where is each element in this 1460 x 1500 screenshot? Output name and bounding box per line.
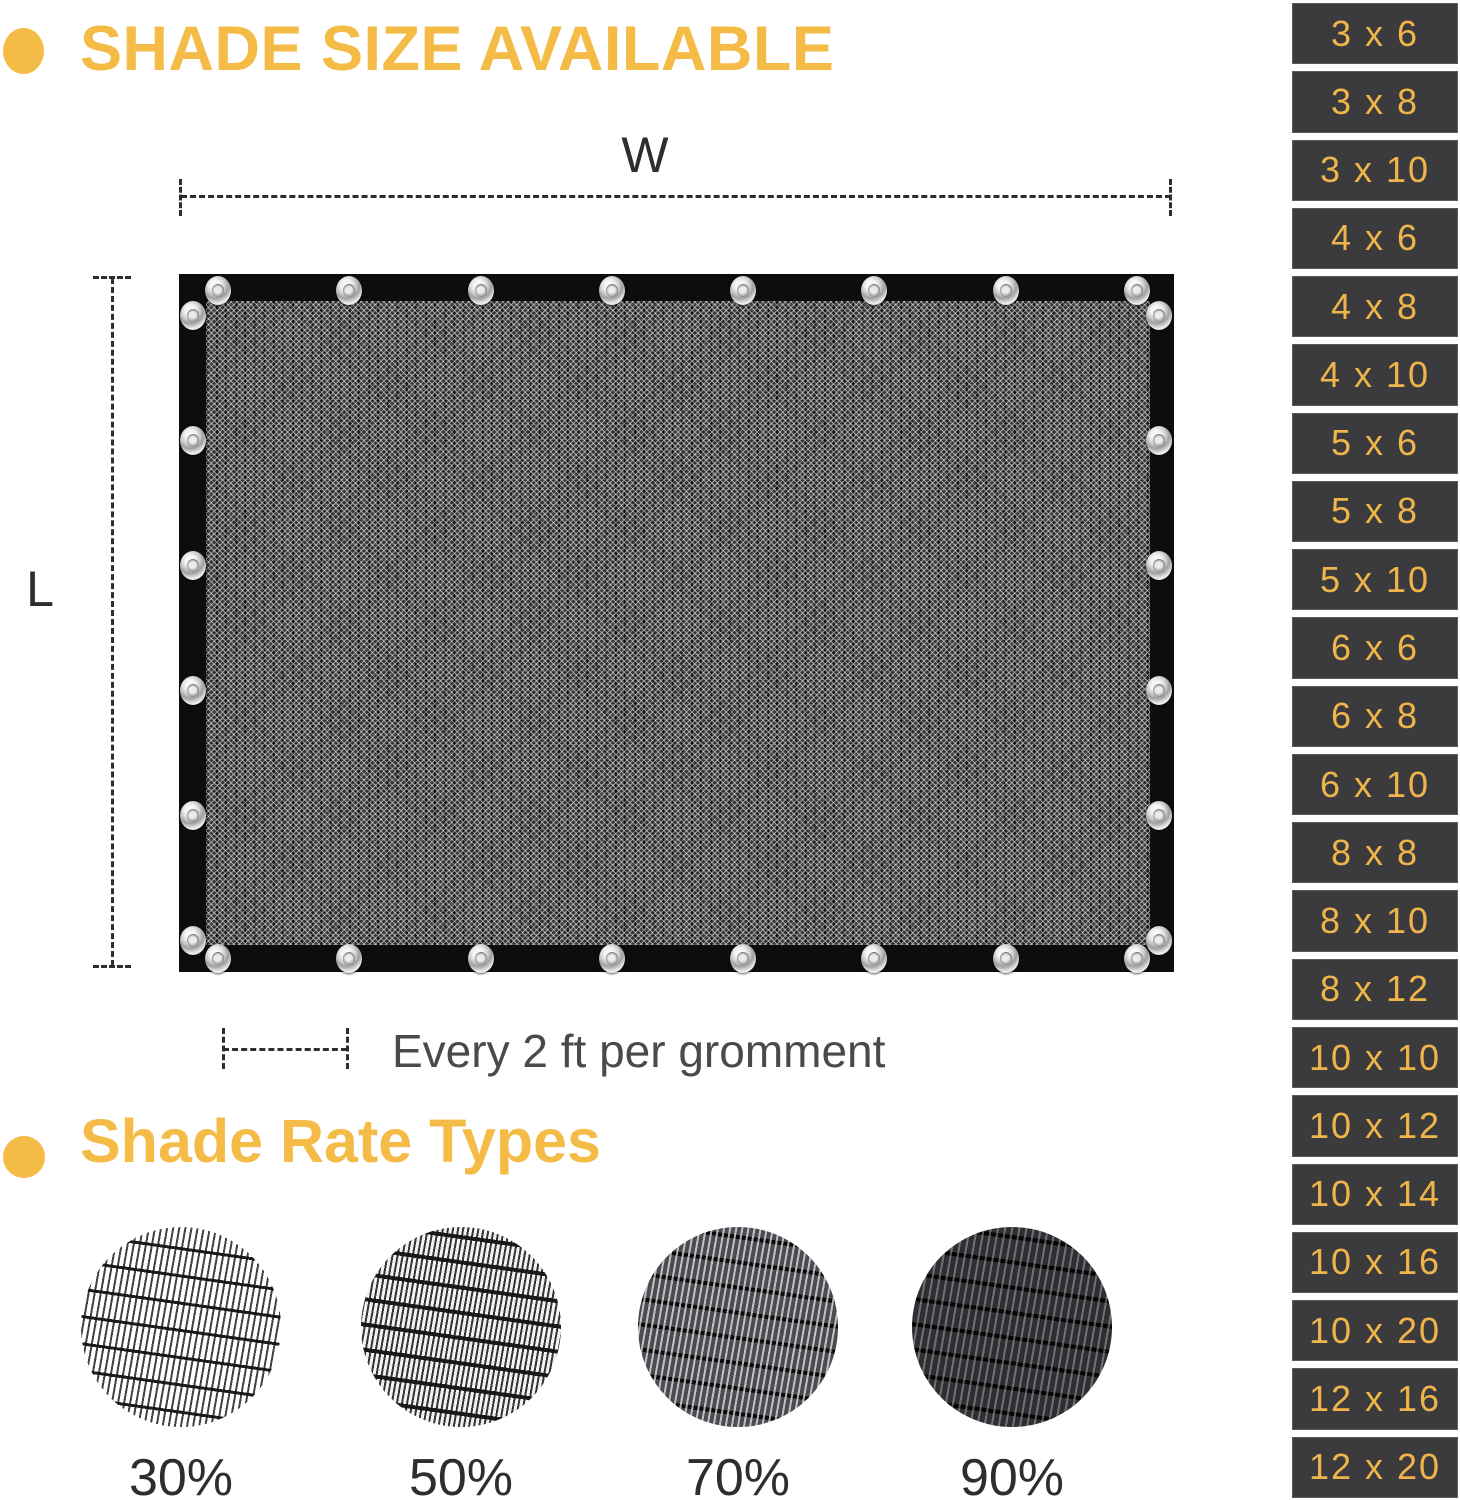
grommet-icon bbox=[861, 944, 887, 973]
size-badge: 6 x 10 bbox=[1292, 754, 1458, 815]
grommet-spacing-note: Every 2 ft per gromment bbox=[392, 1025, 886, 1077]
size-badge: 10 x 14 bbox=[1292, 1164, 1458, 1225]
grommet-icon bbox=[468, 944, 494, 973]
size-badge: 4 x 6 bbox=[1292, 208, 1458, 269]
shade-sample-label: 50% bbox=[408, 1449, 514, 1500]
section-title-shade-rate: Shade Rate Types bbox=[80, 1107, 601, 1175]
width-dimension-label: W bbox=[621, 127, 669, 183]
grommet-icon bbox=[1146, 426, 1172, 455]
size-badge: 10 x 12 bbox=[1292, 1095, 1458, 1156]
size-badge: 10 x 16 bbox=[1292, 1232, 1458, 1293]
grommet-icon bbox=[730, 944, 756, 973]
bullet-dot-icon bbox=[3, 1136, 45, 1178]
shade-sample-label: 30% bbox=[128, 1449, 234, 1500]
grommet-icon bbox=[1146, 551, 1172, 580]
size-list bbox=[1292, 0, 1458, 1500]
size-badge: 5 x 10 bbox=[1292, 549, 1458, 610]
size-badge: 3 x 8 bbox=[1292, 71, 1458, 132]
grommet-icon bbox=[180, 926, 206, 955]
size-badge: 6 x 8 bbox=[1292, 686, 1458, 747]
grommet-icon bbox=[205, 944, 231, 973]
grommet-icon bbox=[180, 301, 206, 330]
grommet-icon bbox=[1146, 926, 1172, 955]
size-badge: 10 x 10 bbox=[1292, 1027, 1458, 1088]
width-dimension-tick-right bbox=[1169, 179, 1172, 216]
length-dimension-label: L bbox=[26, 561, 54, 617]
grommet-icon bbox=[180, 551, 206, 580]
grommet-spacing-tick-right bbox=[346, 1028, 349, 1069]
shade-sample-label: 70% bbox=[685, 1449, 791, 1500]
grommet-icon bbox=[1124, 276, 1150, 305]
size-badge: 6 x 6 bbox=[1292, 617, 1458, 678]
shade-sample-90 bbox=[912, 1227, 1112, 1427]
size-badge: 8 x 12 bbox=[1292, 959, 1458, 1020]
length-dimension-tick-bottom bbox=[93, 965, 131, 968]
size-badge: 3 x 10 bbox=[1292, 140, 1458, 201]
size-badge: 12 x 16 bbox=[1292, 1368, 1458, 1429]
size-badge: 12 x 20 bbox=[1292, 1437, 1458, 1498]
grommet-spacing-line bbox=[223, 1048, 347, 1051]
shade-sample-50 bbox=[361, 1227, 561, 1427]
shade-mesh-texture bbox=[206, 301, 1150, 945]
grommet-icon bbox=[993, 944, 1019, 973]
grommet-icon bbox=[205, 276, 231, 305]
size-badge: 5 x 6 bbox=[1292, 413, 1458, 474]
shade-sample-30 bbox=[81, 1227, 281, 1427]
length-dimension-tick-top bbox=[93, 276, 131, 279]
grommet-icon bbox=[993, 276, 1019, 305]
bullet-dot-icon bbox=[3, 28, 44, 74]
grommet-icon bbox=[1146, 301, 1172, 330]
size-badge: 3 x 6 bbox=[1292, 3, 1458, 64]
size-badge: 4 x 10 bbox=[1292, 344, 1458, 405]
size-badge: 5 x 8 bbox=[1292, 481, 1458, 542]
shade-net bbox=[179, 274, 1174, 972]
grommet-icon bbox=[180, 676, 206, 705]
shade-sample-label: 90% bbox=[959, 1449, 1065, 1500]
width-dimension-line bbox=[181, 195, 1171, 198]
size-badge: 8 x 10 bbox=[1292, 890, 1458, 951]
grommet-icon bbox=[336, 944, 362, 973]
grommet-icon bbox=[1124, 944, 1150, 973]
grommet-icon bbox=[468, 276, 494, 305]
grommet-spacing-tick-left bbox=[222, 1028, 225, 1069]
width-dimension-tick-left bbox=[179, 179, 182, 216]
grommet-icon bbox=[599, 276, 625, 305]
grommet-icon bbox=[730, 276, 756, 305]
grommet-icon bbox=[1146, 676, 1172, 705]
grommet-icon bbox=[1146, 801, 1172, 830]
length-dimension-line bbox=[111, 278, 114, 966]
grommet-icon bbox=[180, 426, 206, 455]
size-badge: 10 x 20 bbox=[1292, 1300, 1458, 1361]
size-badge: 4 x 8 bbox=[1292, 276, 1458, 337]
size-badge: 8 x 8 bbox=[1292, 822, 1458, 883]
grommet-icon bbox=[599, 944, 625, 973]
grommet-icon bbox=[180, 801, 206, 830]
shade-sample-70 bbox=[638, 1227, 838, 1427]
section-title-sizes: SHADE SIZE AVAILABLE bbox=[80, 14, 835, 84]
